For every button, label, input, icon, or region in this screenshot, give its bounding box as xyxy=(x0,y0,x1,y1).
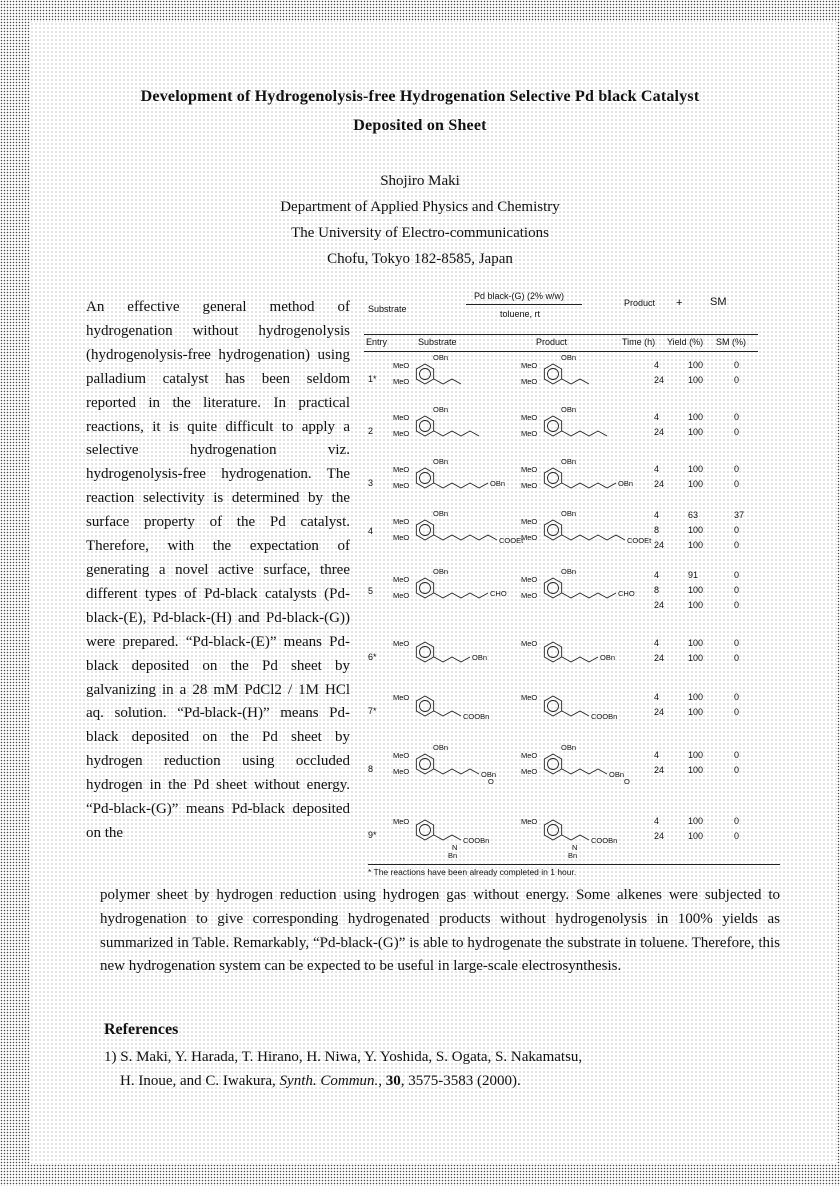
meo-label: MeO xyxy=(393,465,410,474)
table-cell-time: 4 xyxy=(654,570,660,580)
table-cell-sm: 0 xyxy=(734,375,740,385)
table-cell-time: 4 xyxy=(654,750,660,760)
table-cell-time: 4 xyxy=(654,464,660,474)
body-text-bottom xyxy=(100,884,780,979)
meo-label: MeO xyxy=(521,517,538,526)
paper-title-line1: Development of Hydrogenolysis-free Hydrogenation Selective Pd black Catalyst xyxy=(140,88,700,105)
obn-label: OBn xyxy=(433,743,449,752)
table-cell-sm: 0 xyxy=(734,464,740,474)
table-cell-time: 4 xyxy=(654,510,660,520)
table-cell-time: 4 xyxy=(654,638,660,648)
meo-label: MeO xyxy=(521,413,538,422)
body-paragraph-bottom: polymer sheet by hydrogen reduction using hydrogen gas without energy. Some alkenes were subjected to hydrogenation to give corresponding hydrogenated products without hydrogenolysis in 100% yields as summarized in Table. Remarkably, “Pd-black-(G)” is able to hydrogenate the substrate in toluene. Therefore, this new hydrogenation system can be expected to be useful in large-scale electrosynthesis. xyxy=(100,887,780,975)
cho-label: CHO xyxy=(490,589,507,598)
body-text-left-column xyxy=(86,296,350,846)
table-row-entry: 9* xyxy=(368,830,377,840)
meo-label: MeO xyxy=(393,533,410,542)
table-row-entry: 7* xyxy=(368,706,377,716)
table-cell-time: 24 xyxy=(654,600,665,610)
reference-1-volume: 30 xyxy=(385,1073,401,1089)
table-cell-time: 24 xyxy=(654,707,665,717)
meo-label: MeO xyxy=(393,751,410,760)
scheme-conditions-label: toluene, rt xyxy=(500,309,541,319)
meo-label: MeO xyxy=(521,533,538,542)
cooet-label: COOEt xyxy=(627,536,652,545)
coobn-label: COOBn xyxy=(591,712,618,721)
reference-1-line1: 1) S. Maki, Y. Harada, T. Hirano, H. Niwa, Y. Yoshida, S. Ogata, S. Nakamatsu, xyxy=(104,1049,583,1065)
table-row-entry: 2 xyxy=(368,426,374,436)
reference-1 xyxy=(104,1045,704,1093)
table-cell-sm: 0 xyxy=(734,360,740,370)
affiliation-address: Chofu, Tokyo 182-8585, Japan xyxy=(327,251,513,267)
table-cell-yield: 100 xyxy=(688,525,704,535)
meo-label: MeO xyxy=(393,361,410,370)
meo-label: MeO xyxy=(521,481,538,490)
table-cell-time: 24 xyxy=(654,540,665,550)
table-cell-yield: 100 xyxy=(688,600,704,610)
meo-label: MeO xyxy=(393,639,410,648)
table-cell-sm: 0 xyxy=(734,525,740,535)
reference-1-line2: H. Inoue, and C. Iwakura, Synth. Commun., 30, 3575-3583 (2000). xyxy=(120,1073,521,1089)
oxygen-label: O xyxy=(624,777,630,786)
table-cell-yield: 100 xyxy=(688,750,704,760)
obn-label: OBn xyxy=(600,653,616,662)
meo-label: MeO xyxy=(521,693,538,702)
reference-1-authors: H. Inoue, and C. Iwakura, xyxy=(120,1073,280,1089)
meo-label: MeO xyxy=(521,575,538,584)
reference-1-pages: , 3575-3583 (2000). xyxy=(400,1073,521,1089)
table-cell-time: 24 xyxy=(654,653,665,663)
header-yield: Yield (%) xyxy=(667,337,704,347)
coobn-label: COOBn xyxy=(591,836,618,845)
table-cell-yield: 100 xyxy=(688,638,704,648)
table-cell-yield: 100 xyxy=(688,427,704,437)
meo-label: MeO xyxy=(393,377,410,386)
bn-label: Bn xyxy=(568,851,578,860)
table-cell-time: 24 xyxy=(654,831,665,841)
scheme-substrate-label: Substrate xyxy=(368,304,407,314)
table-cell-sm: 0 xyxy=(734,816,740,826)
table-cell-time: 4 xyxy=(654,692,660,702)
obn-label: OBn xyxy=(433,457,449,466)
table-cell-sm: 0 xyxy=(734,412,740,422)
meo-label: MeO xyxy=(521,639,538,648)
table-cell-yield: 91 xyxy=(688,570,699,580)
results-table xyxy=(364,334,758,352)
oxygen-label: O xyxy=(488,777,494,786)
meo-label: MeO xyxy=(393,575,410,584)
scheme-plus: + xyxy=(676,297,683,309)
meo-label: MeO xyxy=(521,751,538,760)
meo-label: MeO xyxy=(393,817,410,826)
table-row-entry: 3 xyxy=(368,478,374,488)
table-cell-sm: 0 xyxy=(734,831,740,841)
affiliation-dept: Department of Applied Physics and Chemistry xyxy=(280,199,560,215)
table-row-entry: 8 xyxy=(368,764,374,774)
header-time: Time (h) xyxy=(622,337,656,347)
table-cell-sm: 0 xyxy=(734,427,740,437)
meo-label: MeO xyxy=(393,429,410,438)
obn-label: OBn xyxy=(609,770,625,779)
table-cell-yield: 100 xyxy=(688,765,704,775)
meo-label: MeO xyxy=(393,481,410,490)
obn-label: OBn xyxy=(561,567,577,576)
table-cell-yield: 100 xyxy=(688,653,704,663)
body-paragraph-left: An effective general method of hydrogenation without hydrogenolysis (hydrogenolysis-free hydrogenation) using palladium catalyst has been seldom reported in the literature. In practical reactions, it is quite difficult to apply a selective hydrogenation viz. hydrogenolysis-free hydrogenation. The reaction selectivity is determined by the surface property of the Pd catalyst. Therefore, with the expectation of generating a novel active surface, three different types of Pd-black catalysts (Pd-black-(E), Pd-black-(H) and Pd-black-(G)) were prepared. “Pd-black-(E)” means Pd-black deposited on the Pd sheet by galvanizing in a 28 mM PdCl2 / 1M HCl aq. solution. “Pd-black-(H)” means Pd-black deposited on the Pd sheet by hydrogen reduction using occluded hydrogen in the Pd sheet without energy. “Pd-black-(G)” means Pd-black deposited on the xyxy=(86,299,350,841)
table-cell-time: 8 xyxy=(654,525,660,535)
table-cell-sm: 37 xyxy=(734,510,745,520)
obn-label: OBn xyxy=(481,770,497,779)
table-cell-time: 4 xyxy=(654,360,660,370)
table-cell-sm: 0 xyxy=(734,692,740,702)
table-cell-yield: 100 xyxy=(688,412,704,422)
table-cell-sm: 0 xyxy=(734,750,740,760)
cho-label: CHO xyxy=(618,589,635,598)
table-cell-yield: 100 xyxy=(688,816,704,826)
meo-label: MeO xyxy=(393,693,410,702)
table-cell-sm: 0 xyxy=(734,540,740,550)
scheme-product-label: Product xyxy=(624,298,656,308)
meo-label: MeO xyxy=(521,377,538,386)
table-cell-yield: 100 xyxy=(688,707,704,717)
scheme-sm-label: SM xyxy=(710,296,727,308)
table-cell-sm: 0 xyxy=(734,653,740,663)
table-cell-sm: 0 xyxy=(734,479,740,489)
table-row-entry: 1* xyxy=(368,374,377,384)
meo-label: MeO xyxy=(393,517,410,526)
scheme-reagent-label: Pd black-(G) (2% w/w) xyxy=(474,291,565,301)
cooet-label: COOEt xyxy=(499,536,524,545)
table-cell-time: 24 xyxy=(654,375,665,385)
table-cell-yield: 100 xyxy=(688,360,704,370)
table-cell-sm: 0 xyxy=(734,570,740,580)
meo-label: MeO xyxy=(521,591,538,600)
references-heading: References xyxy=(104,1021,179,1038)
obn-label: OBn xyxy=(561,457,577,466)
table-cell-yield: 63 xyxy=(688,510,699,520)
nitrogen-label: N xyxy=(572,843,578,852)
table-cell-sm: 0 xyxy=(734,638,740,648)
meo-label: MeO xyxy=(393,767,410,776)
obn-label: OBn xyxy=(433,509,449,518)
nitrogen-label: N xyxy=(452,843,458,852)
meo-label: MeO xyxy=(393,591,410,600)
table-row-entry: 4 xyxy=(368,526,374,536)
table-cell-sm: 0 xyxy=(734,765,740,775)
scheme-arrow xyxy=(466,304,582,305)
table-cell-yield: 100 xyxy=(688,479,704,489)
obn-label: OBn xyxy=(472,653,488,662)
table-header xyxy=(364,334,758,352)
header-substrate: Substrate xyxy=(418,337,457,347)
table-cell-yield: 100 xyxy=(688,831,704,841)
obn-label: OBn xyxy=(433,567,449,576)
table-cell-time: 4 xyxy=(654,412,660,422)
meo-label: MeO xyxy=(521,767,538,776)
obn-label: OBn xyxy=(561,405,577,414)
author-block xyxy=(180,168,660,272)
header-entry: Entry xyxy=(366,337,388,347)
author-name: Shojiro Maki xyxy=(380,173,460,189)
meo-label: MeO xyxy=(521,361,538,370)
table-cell-time: 8 xyxy=(654,585,660,595)
obn-label: OBn xyxy=(618,479,634,488)
obn-label: OBn xyxy=(433,353,449,362)
table-footnote: * The reactions have been already completed in 1 hour. xyxy=(368,864,780,877)
meo-label: MeO xyxy=(521,817,538,826)
table-cell-time: 24 xyxy=(654,427,665,437)
coobn-label: COOBn xyxy=(463,712,490,721)
table-cell-yield: 100 xyxy=(688,464,704,474)
reaction-scheme xyxy=(368,290,780,330)
table-cell-sm: 0 xyxy=(734,585,740,595)
header-product: Product xyxy=(536,337,568,347)
table-cell-sm: 0 xyxy=(734,707,740,717)
affiliation-university: The University of Electro-communications xyxy=(291,225,549,241)
obn-label: OBn xyxy=(433,405,449,414)
table-cell-yield: 100 xyxy=(688,585,704,595)
meo-label: MeO xyxy=(521,465,538,474)
coobn-label: COOBn xyxy=(463,836,490,845)
meo-label: MeO xyxy=(521,429,538,438)
obn-label: OBn xyxy=(490,479,506,488)
table-cell-time: 24 xyxy=(654,479,665,489)
table-row-entry: 6* xyxy=(368,652,377,662)
meo-label: MeO xyxy=(393,413,410,422)
paper-title-line2: Deposited on Sheet xyxy=(353,117,487,134)
reference-1-journal: Synth. Commun. xyxy=(279,1073,379,1089)
obn-label: OBn xyxy=(561,509,577,518)
table-cell-time: 24 xyxy=(654,765,665,775)
table-cell-sm: 0 xyxy=(734,600,740,610)
table-cell-time: 4 xyxy=(654,816,660,826)
obn-label: OBn xyxy=(561,743,577,752)
obn-label: OBn xyxy=(561,353,577,362)
table-cell-yield: 100 xyxy=(688,540,704,550)
table-cell-yield: 100 xyxy=(688,375,704,385)
table-cell-yield: 100 xyxy=(688,692,704,702)
table-row-entry: 5 xyxy=(368,586,374,596)
header-sm: SM (%) xyxy=(716,337,746,347)
bn-label: Bn xyxy=(448,851,458,860)
